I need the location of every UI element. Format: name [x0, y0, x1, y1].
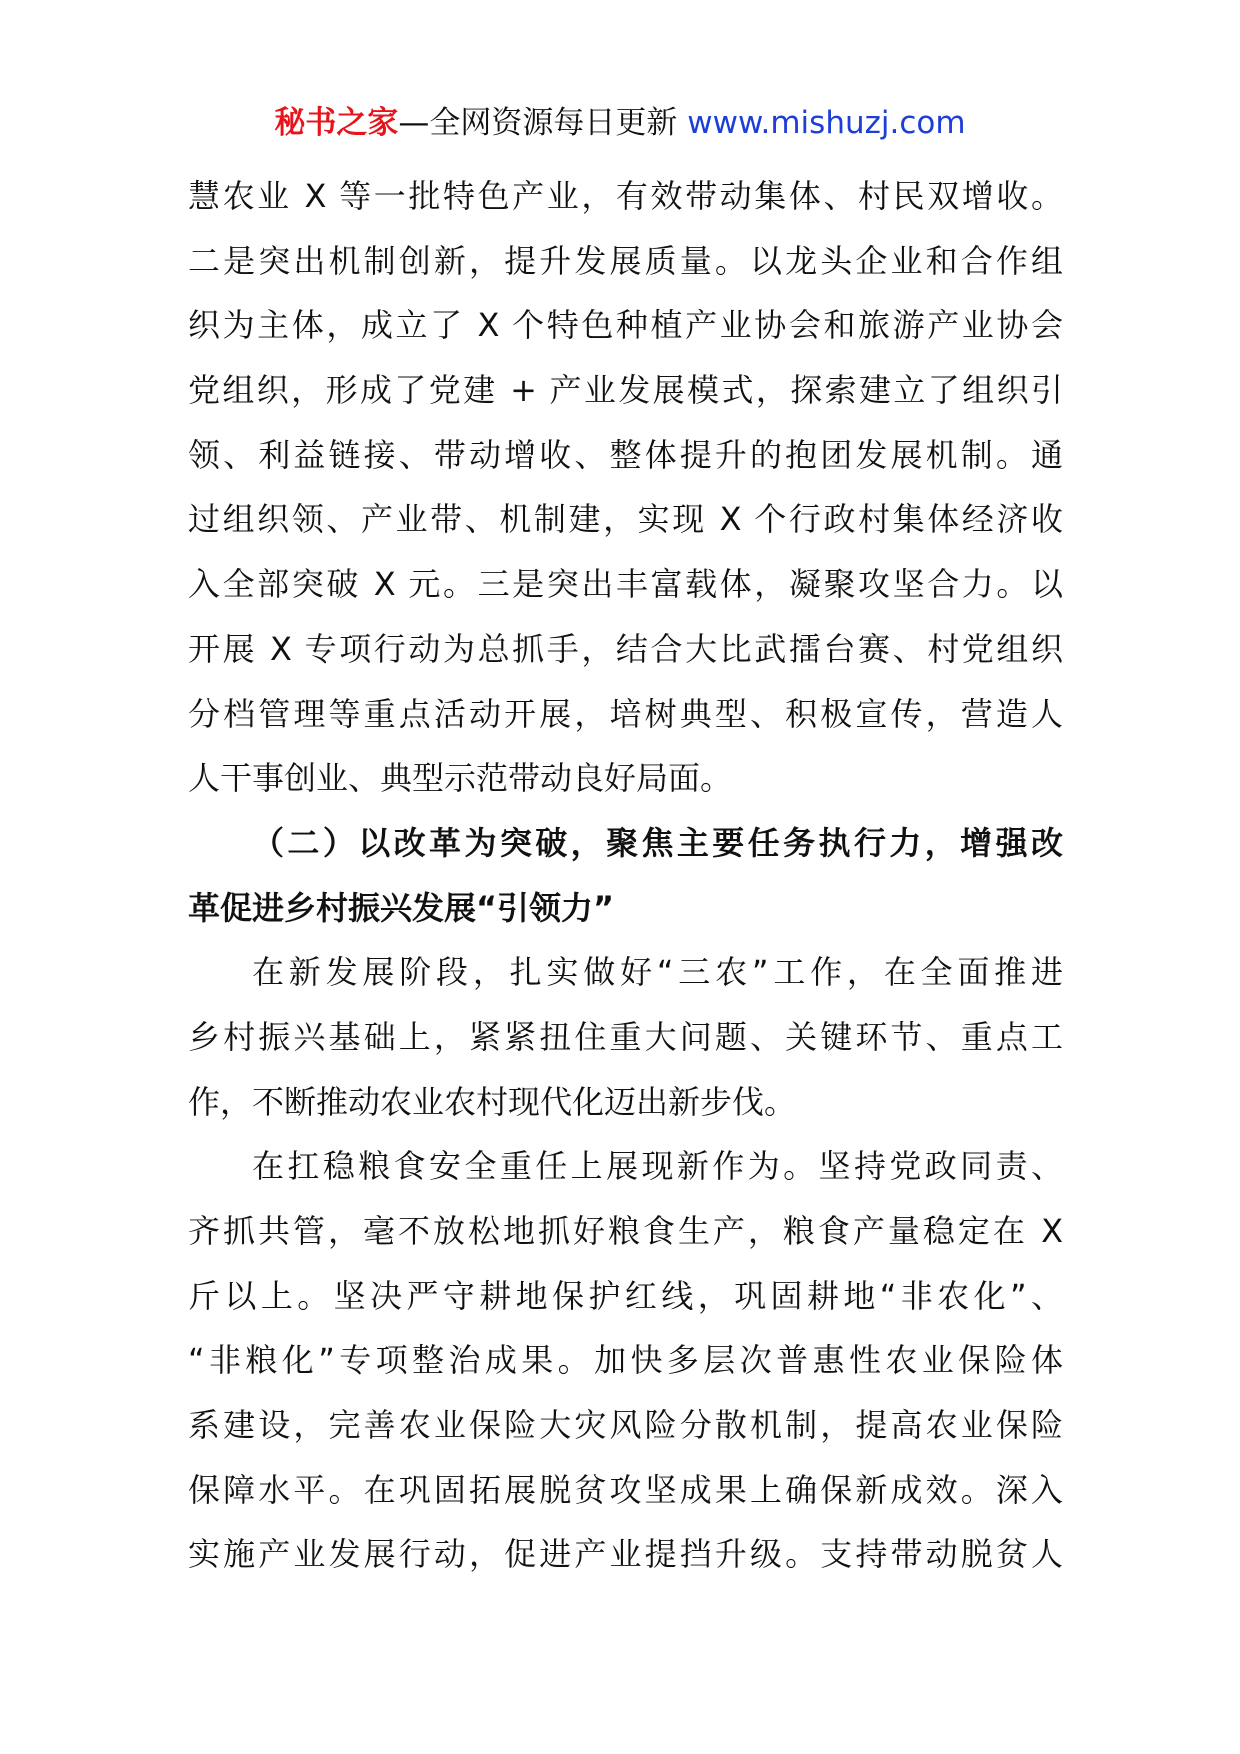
text-line: 二是突出机制创新，提升发展质量。以龙头企业和合作组 [188, 241, 1063, 280]
text-line: “非粮化”专项整治成果。加快多层次普惠性农业保险体 [188, 1341, 1063, 1380]
text-line: 齐抓共管，毫不放松地抓好粮食生产，粮食产量稳定在 X [188, 1212, 1063, 1250]
text-line: 乡村振兴基础上，紧紧扭住重大问题、关键环节、重点工 [188, 1017, 1063, 1056]
site-brand: 秘书之家 [274, 105, 399, 141]
text-line: 入全部突破 X 元。三是突出丰富载体，凝聚攻坚合力。以 [188, 565, 1063, 604]
site-slogan: —全网资源每日更新 [398, 105, 688, 141]
section-heading-line: （二）以改革为突破，聚焦主要任务执行力，增强改 [252, 823, 1063, 862]
text-line: 在新发展阶段，扎实做好“三农”工作，在全面推进 [252, 953, 1063, 992]
text-line: 实施产业发展行动，促进产业提挡升级。支持带动脱贫人 [188, 1535, 1063, 1574]
text-line: 系建设，完善农业保险大灾风险分散机制，提高农业保险 [188, 1406, 1063, 1445]
text-line: 开展 X 专项行动为总抓手，结合大比武擂台赛、村党组织 [188, 629, 1063, 668]
text-line: 斤以上。坚决严守耕地保护红线，巩固耕地“非农化”、 [188, 1276, 1063, 1315]
text-line: 领、利益链接、带动增收、整体提升的抱团发展机制。通 [188, 435, 1063, 474]
text-line: 人干事创业、典型示范带动良好局面。 [188, 759, 733, 798]
text-line: 分档管理等重点活动开展，培树典型、积极宣传，营造人 [188, 694, 1063, 733]
text-line: 保障水平。在巩固拓展脱贫攻坚成果上确保新成效。深入 [188, 1470, 1063, 1509]
section-heading-line: 革促进乡村振兴发展“引领力” [188, 888, 615, 927]
text-line: 织为主体，成立了 X 个特色种植产业协会和旅游产业协会 [188, 306, 1063, 345]
text-line: 党组织，形成了党建 + 产业发展模式，探索建立了组织引 [188, 371, 1063, 410]
text-line: 慧农业 X 等一批特色产业，有效带动集体、村民双增收。 [188, 177, 1063, 215]
text-line: 在扛稳粮食安全重任上展现新作为。坚持党政同责、 [252, 1147, 1063, 1186]
document-body [188, 164, 1063, 1587]
text-line: 过组织领、产业带、机制建，实现 X 个行政村集体经济收 [188, 500, 1063, 539]
text-line: 作，不断推动农业农村现代化迈出新步伐。 [188, 1082, 797, 1121]
site-header [0, 103, 1240, 143]
site-url-link[interactable]: www.mishuzj.com [687, 105, 966, 141]
